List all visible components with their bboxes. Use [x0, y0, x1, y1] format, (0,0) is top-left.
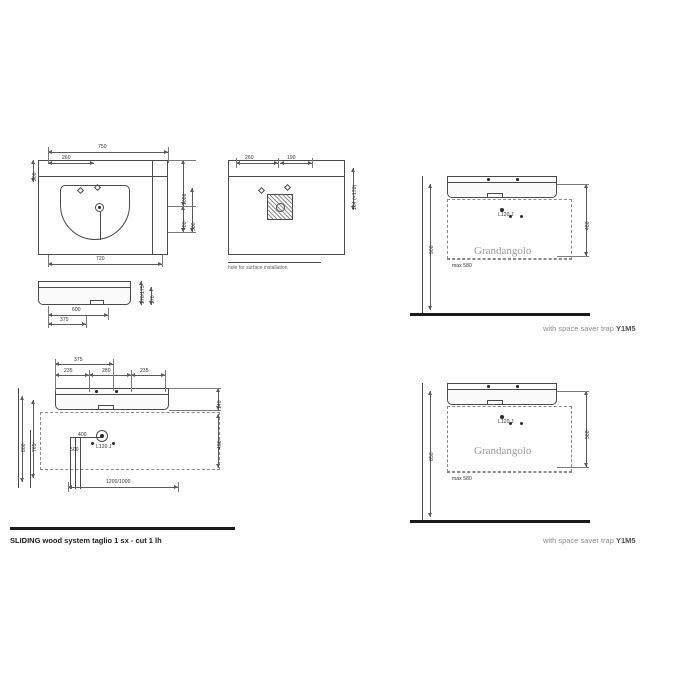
dim-b-190-line [280, 163, 312, 164]
dim-750-line [48, 152, 168, 153]
front-left-rim-line [38, 287, 131, 288]
dim-480-right-label: 480 [585, 221, 591, 230]
dim-b-tick-1 [236, 158, 237, 168]
dim-s-375-line [55, 364, 113, 365]
right-top-tick-2 [557, 256, 589, 257]
dim-front-tick-2 [86, 316, 87, 328]
supply-dot-left [91, 442, 94, 445]
right-bottom-tick-1 [557, 391, 589, 392]
right-top-tap-dot-2 [516, 178, 519, 181]
dim-170-175-label: 170/175 [140, 285, 146, 304]
right-top-basin-rim [447, 182, 557, 183]
dim-850-label: 850 [429, 452, 435, 461]
sliding-ext-line-b [30, 430, 31, 488]
riser-line-3 [80, 437, 81, 489]
dim-1200-label: 1200/1000 [106, 479, 131, 485]
dim-720-tick-left [48, 255, 49, 267]
dim-765-line [33, 400, 34, 478]
dim-400-inner-label: 400 [78, 432, 87, 438]
dim-500-inner-label: 500 [70, 447, 79, 453]
sliding-cabinet-footprint [40, 412, 220, 470]
right-top-120j-label: L120 J [498, 212, 514, 218]
right-bottom-tick-2 [557, 467, 589, 468]
riser-line-1 [70, 437, 71, 489]
dim-800-line [22, 396, 23, 482]
riser-line-2 [75, 437, 76, 489]
sliding-tap-dot-1 [95, 390, 98, 393]
dim-1200-tick-left [68, 482, 69, 492]
right-bottom-tap-dot-2 [516, 385, 519, 388]
dim-s-235b-label: 235 [140, 368, 149, 374]
dim-1200-tick-right [178, 482, 179, 492]
dim-s-right-tick-1 [169, 388, 221, 389]
right-bottom-overflow-tab [487, 400, 503, 405]
right-top-max580-label: max 580 [452, 263, 472, 269]
dim-b-260-line [236, 163, 278, 164]
dim-1200-line [68, 487, 178, 488]
dim-560-line [586, 391, 587, 467]
right-bottom-floor-line [410, 520, 590, 523]
right-bottom-tap-dot-1 [487, 385, 490, 388]
right-top-caption [543, 324, 636, 333]
drain-axis-line [100, 212, 101, 240]
dim-s-375-label: 375 [74, 357, 83, 363]
right-top-floor-line [410, 313, 590, 316]
dim-1006-label: 1006 [182, 193, 188, 205]
sliding-caption: SLIDING wood system taglio 1 sx - cut 1 lh [10, 536, 162, 545]
dim-750-label: 750 [98, 144, 107, 150]
dim-200-label: 200 [32, 172, 38, 181]
dim-s-235a-label: 235 [64, 368, 73, 374]
right-top-max580-line [447, 259, 572, 260]
dim-right-tick-1 [168, 160, 196, 161]
right-bottom-wall-line [422, 383, 423, 521]
plan-b-inner-line-top [228, 176, 345, 177]
right-top-overflow-tab [487, 193, 503, 198]
dim-s-280-line [89, 375, 131, 376]
dim-right-tick-3 [168, 232, 196, 233]
front-left-basin-body [38, 281, 131, 305]
dim-s-tick-1 [55, 359, 56, 391]
dim-s-235a-line [55, 375, 89, 376]
dim-260-line [48, 163, 94, 164]
trap-circle [96, 430, 108, 442]
right-bottom-supply-dot-2 [520, 422, 523, 425]
dim-s-tick-3 [113, 359, 114, 391]
drain-center-dot [98, 206, 101, 209]
dim-480-label: 480 [182, 221, 188, 230]
dim-560-label: 560 [585, 430, 591, 439]
right-top-watermark: Grandangolo [474, 245, 532, 257]
dim-s-tick-5 [165, 370, 166, 392]
dim-b-tick-2 [278, 158, 279, 168]
dim-s-280-label: 280 [102, 368, 111, 374]
right-top-caption-text: with space saver trap [543, 324, 616, 333]
right-top-wall-line [422, 176, 423, 314]
dim-170-label: 170 [150, 295, 156, 304]
sliding-basin-rim [55, 394, 169, 395]
dim-140-label: 140 [217, 400, 223, 409]
dim-765-label: 765 [32, 443, 38, 452]
supply-dot-right [112, 442, 115, 445]
dim-b-tick-3 [312, 158, 313, 168]
hole-note-label: hole for surface installation [228, 265, 288, 271]
dim-right-tick-2 [168, 206, 196, 207]
right-top-tap-dot-1 [487, 178, 490, 181]
right-bottom-max580-label: max 580 [452, 476, 472, 482]
front-left-overflow-tab [90, 300, 104, 305]
right-top-supply-dot-2 [520, 215, 523, 218]
dim-front-tick-3 [108, 308, 109, 320]
dim-720-line [48, 264, 162, 265]
dim-front-tick-1 [48, 306, 49, 328]
plan-inner-line-right [152, 160, 153, 255]
dim-600-line [48, 315, 108, 316]
dim-375-label: 375 [60, 317, 69, 323]
sliding-ext-line-a [18, 388, 19, 488]
right-bottom-basin-rim [447, 389, 557, 390]
dim-b-190-label: 190 [287, 155, 296, 161]
plan-b-baseline [228, 262, 321, 263]
plan-b-drain-circle [276, 203, 285, 212]
dim-720-tick-right [162, 255, 163, 267]
dim-600-label: 600 [72, 307, 81, 313]
dim-120j-label-sliding: L120 J [96, 444, 112, 450]
dim-500-label: 500 [191, 222, 197, 231]
dim-900-label: 900 [429, 245, 435, 254]
right-bottom-max580-line [447, 472, 572, 473]
dim-b-184-label: 184 (+170) [352, 184, 358, 210]
right-top-tick-1 [557, 184, 589, 185]
dim-b-260-label: 260 [245, 155, 254, 161]
dim-800-label: 800 [21, 443, 27, 452]
right-bottom-caption [543, 536, 636, 545]
right-bottom-cabinet-zone [447, 406, 572, 472]
dim-720-label: 720 [96, 256, 105, 262]
dim-s-tick-2 [89, 370, 90, 392]
dim-s-235b-line [131, 375, 165, 376]
dim-400-right-label: 400 [217, 440, 223, 449]
right-bottom-120j-label: L120 J [498, 419, 514, 425]
right-top-caption-code: Y1M5 [615, 324, 636, 333]
sliding-overflow-tab [98, 405, 114, 410]
dim-s-tick-4 [131, 370, 132, 392]
sliding-floor-line [10, 527, 235, 530]
dim-s-right-tick-2 [169, 410, 221, 411]
dim-480-right-line [586, 184, 587, 256]
dim-260-label: 260 [62, 155, 71, 161]
sliding-tap-dot-2 [115, 390, 118, 393]
plan-inner-line-top [38, 176, 168, 177]
right-bottom-caption-code: Y1M5 [615, 536, 636, 545]
right-bottom-caption-text: with space saver trap [543, 536, 616, 545]
right-bottom-watermark: Grandangolo [474, 445, 532, 457]
dim-375-line [48, 324, 86, 325]
